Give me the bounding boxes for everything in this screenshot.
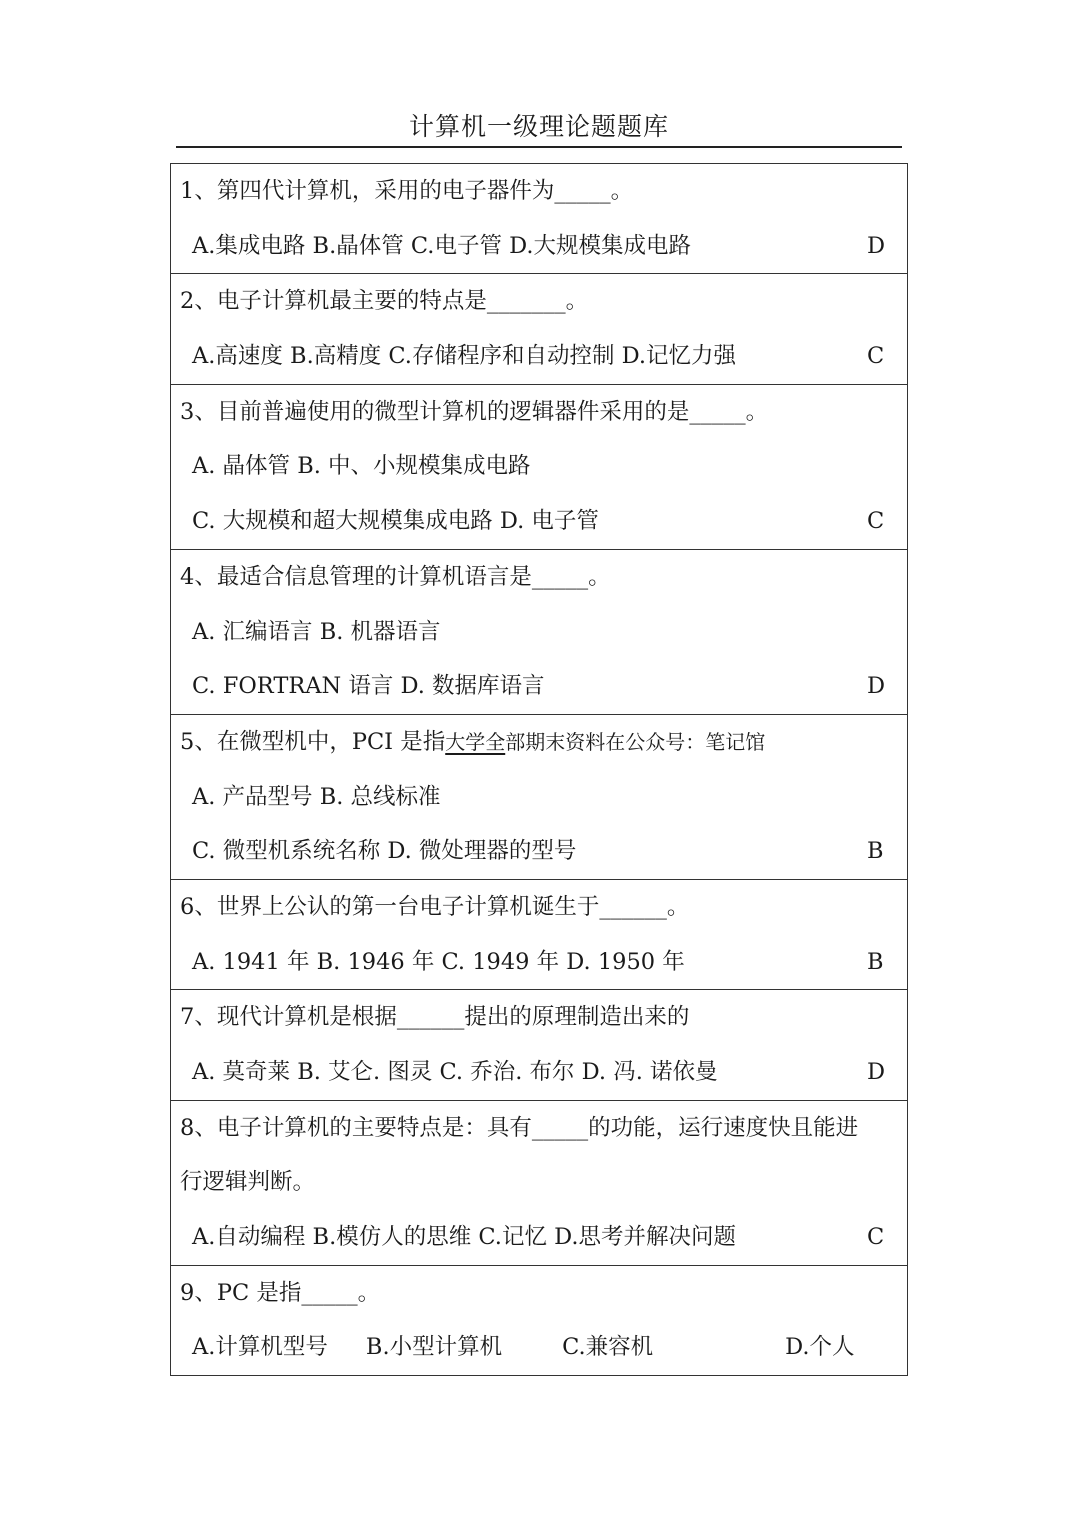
question-row (171, 879, 907, 989)
question-text-part: 5、在微型机中，PCI 是指 (180, 728, 446, 755)
options-line: C. FORTRAN 语言 D. 数据库语言 (192, 673, 545, 700)
answer-key: D (867, 232, 886, 259)
options-line: A. 产品型号 B. 总线标准 (192, 783, 441, 810)
question-text: 3、目前普遍使用的微型计算机的逻辑器件采用的是_____。 (180, 398, 769, 425)
question-row (171, 164, 907, 273)
question-row (171, 549, 907, 714)
options-line: C. 微型机系统名称 D. 微处理器的型号 (192, 838, 577, 865)
question-row (171, 1265, 907, 1375)
question-row (171, 384, 907, 549)
question-text: 7、现代计算机是根据______提出的原理制造出来的 (180, 1004, 690, 1031)
options-line: A.自动编程 B.模仿人的思维 C.记忆 D.思考并解决问题 (192, 1224, 736, 1251)
option-item: D.个人 (785, 1334, 855, 1361)
answer-key: C (867, 1224, 885, 1251)
question-text: 9、PC 是指_____。 (180, 1279, 381, 1306)
question-text: 4、最适合信息管理的计算机语言是_____。 (180, 563, 611, 590)
question-row (171, 989, 907, 1099)
answer-key: B (867, 838, 884, 865)
question-text: 8、电子计算机的主要特点是：具有_____的功能，运行速度快且能进 (180, 1114, 859, 1141)
options-line: A. 汇编语言 B. 机器语言 (192, 618, 441, 645)
question-text: 行逻辑判断。 (180, 1169, 316, 1196)
option-item: A.计算机型号 (192, 1334, 328, 1361)
answer-key: C (867, 343, 885, 370)
question-row (171, 714, 907, 879)
answer-key: C (867, 508, 885, 535)
document-title: 计算机一级理论题题库 (176, 108, 902, 148)
answer-key: D (867, 1059, 886, 1085)
options-line (171, 1320, 907, 1375)
options-line: A. 莫奇莱 B. 艾仑. 图灵 C. 乔治. 布尔 D. 冯. 诺依曼 (192, 1059, 718, 1085)
answer-key: B (867, 948, 884, 975)
option-item: B.小型计算机 (365, 1334, 503, 1361)
options-line: A.高速度 B.高精度 C.存储程序和自动控制 D.记忆力强 (192, 343, 736, 370)
answer-key: D (867, 673, 886, 700)
question-text (171, 715, 907, 770)
question-text: 1、第四代计算机，采用的电子器件为_____。 (180, 178, 634, 204)
option-item: C.兼容机 (562, 1334, 654, 1361)
question-row (171, 273, 907, 383)
question-table (170, 163, 908, 1376)
options-line: A.集成电路 B.晶体管 C.电子管 D.大规模集成电路 (192, 232, 691, 259)
options-line: C. 大规模和超大规模集成电路 D. 电子管 (192, 508, 599, 535)
options-line: A. 晶体管 B. 中、小规模集成电路 (192, 453, 531, 480)
watermark-text: 部期末资料在公众号：笔记馆 (505, 729, 766, 754)
watermark-underlined: 大学全 (445, 729, 506, 754)
question-row (171, 1100, 907, 1265)
options-line: A. 1941 年 B. 1946 年 C. 1949 年 D. 1950 年 (192, 948, 685, 975)
question-text: 2、电子计算机最主要的特点是_______。 (180, 288, 589, 315)
question-text: 6、世界上公认的第一台电子计算机诞生于______。 (180, 893, 690, 920)
